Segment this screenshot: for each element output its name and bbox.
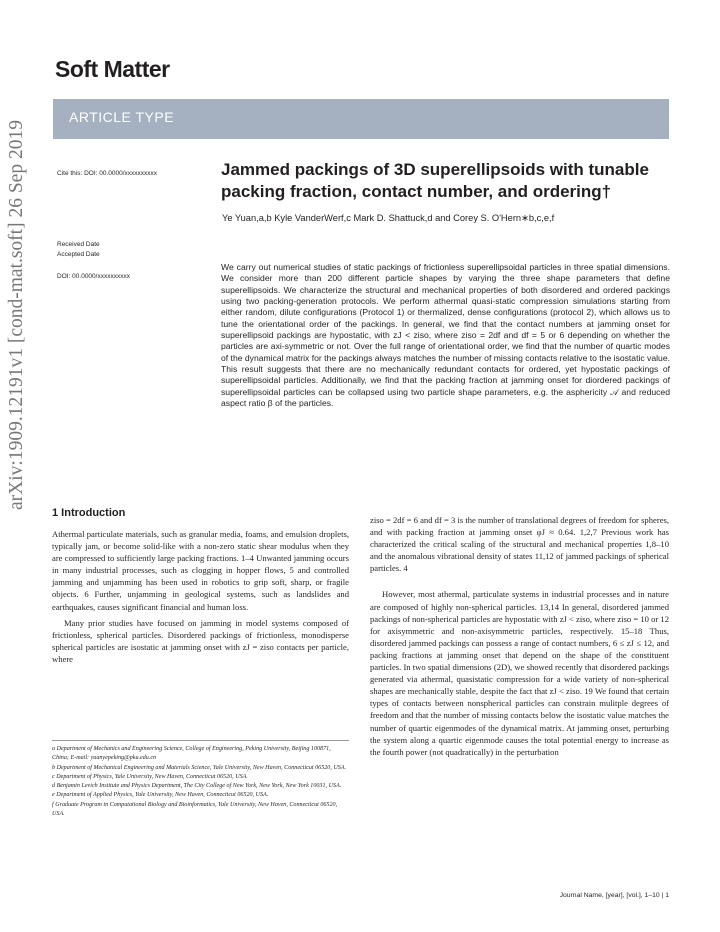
- doi: DOI: 00.0000/xxxxxxxxxx: [57, 273, 130, 280]
- left-column: [52, 528, 349, 665]
- article-type-banner: [53, 99, 669, 139]
- arxiv-stamp: arXiv:1909.12191v1 [cond-mat.soft] 26 Sep 2019: [6, 120, 27, 510]
- section-heading: 1 Introduction: [52, 507, 126, 519]
- page-footer: Journal Name, [year], [vol.], 1–10 | 1: [559, 892, 669, 899]
- affiliation: b Department of Mechanical Engineering and Materials Science, Yale University, New Haven, Connecticut 06520, USA.: [52, 764, 347, 771]
- footnote-divider: [52, 740, 349, 741]
- paper-title: Jammed packings of 3D superellipsoids with tunable packing fraction, contact number, and ordering†: [221, 160, 649, 201]
- journal-name: Soft Matter: [55, 56, 170, 82]
- received-date: Received Date: [57, 241, 100, 248]
- right-column: [370, 514, 669, 758]
- affiliations: [52, 745, 349, 819]
- abstract: We carry out numerical studies of static packings of frictionless superellipsoidal particles in three spatial dimensions. We consider more than 200 different particle shapes by varying the three shape parameters that define superellipsoids. We characterize the structural and mechanical properties of both disordered and ordered packings using two packing-generation protocols. We perform athermal quasi-static compression simulations starting from either random, dilute configurations (Protocol 1) or thermalized, dense configurations (protocol 2), which allows us to tune the orientational order of the packings. In general, we find that the contact numbers at jamming onset for superellipsoid packings are hypostatic, with zJ < ziso, where ziso = 2df and df = 5 or 6 depending on whether the particles are axi-symmetric or not. Over the full range of orientational order, we find that the number of quartic modes of the dynamical matrix for the packings always matches the number of missing contacts relative to the isostatic value. This result suggests that there are no mechanically redundant contacts for ordered, yet hypostatic packings of superellipsoidal particles. Additionally, we find that the packing fraction at jamming onset for diordered packings of superellipsoidal particles can be collapsed using two particle shape parameters, e.g. the asphericity 𝒜 and reduced aspect ratio β of the particles.: [221, 262, 670, 409]
- paragraph: ziso = 2df = 6 and df = 3 is the number of translational degrees of freedom for spheres, and with packing fraction at jamming onset φJ ≈ 0.64. 1,2,7 Previous work has characterized the critical scaling of the structural and mechanical properties 1,8–10 and the anomalous vibrational density of states 11,12 of jammed packings of spherical particles. 4: [370, 515, 669, 574]
- affiliation: c Department of Physics, Yale University, New Haven, Connecticut 06520, USA.: [52, 773, 248, 780]
- paragraph: However, most athermal, particulate systems in industrial processes and in nature are composed of highly non-spherical particles. 13,14 In general, disordered jammed packings of non-spherical particles are hypostatic with zJ < ziso, where ziso = 10 or 12 for axisymmetric and non-axisymmetric particles, respectively. 15–18 Thus, disordered jammed packings can possess a range of contact numbers, 6 ≤ zJ ≤ 12, and packing fractions at jamming onset that depend on the shape of the constituent particles. In two spatial dimensions (2D), we showed recently that disordered packings generated via athermal, quasistatic compression for a wide variety of non-spherical shapes are mechanically stable, despite the fact that zJ < ziso. 19 We found that certain types of contacts between nonspherical particles can constrain mulitple degrees of freedom and that the number of missing contacts below the isostatic value matches the number of quartic eigenmodes of the dynamical matrix. At jamming onset, perturbing the system along a quartic eigenmode causes the total potential energy to increase as the fourth power (not quadratically) in the perturbation: [370, 589, 669, 757]
- cite-this: Cite this: DOI: 00.0000/xxxxxxxxxx: [57, 170, 158, 177]
- accepted-date: Accepted Date: [57, 251, 100, 258]
- affiliation: e Department of Applied Physics, Yale University, New Haven, Connecticut 06520, USA.: [52, 792, 269, 799]
- affiliation: d Benjamin Levich Institute and Physics Department, The City College of New York, New York, New York 10031, USA.: [52, 783, 342, 790]
- authors: Ye Yuan,a,b Kyle VanderWerf,c Mark D. Shattuck,d and Corey S. O'Hern∗b,c,e,f: [222, 213, 555, 223]
- affiliation: f Graduate Program in Computational Biology and Bioinformatics, Yale University, New Haven, Connecticut 06520, USA.: [52, 801, 338, 818]
- paragraph: Athermal particulate materials, such as granular media, foams, and emulsion droplets, typically jam, or become solid-like with a non-zero static shear modulus when they are compressed to sufficiently large packing fractions. 1–4 Unwanted jamming occurs in many industrial processes, such as clogging in hopper flows, 5 and controlled jamming and unjamming has been used in robotics to grip soft, sharp, or fragile objects. 6 Further, unjamming in geological systems, such as landslides and earthquakes, causes significant financial and human loss.: [52, 529, 349, 612]
- paragraph: Many prior studies have focused on jamming in model systems composed of frictionless, spherical particles. Disordered packings of frictionless, monodisperse spherical particles are isostatic at jamming onset with zJ = ziso contacts per particle, where: [52, 617, 349, 664]
- article-type-label: ARTICLE TYPE: [69, 109, 175, 125]
- affiliation: a Department of Mechanics and Engineering Science, College of Engineering, Peking University, Beijing 100871, China; E-mail: yuanyepeking@pku.edu.cn: [52, 746, 331, 762]
